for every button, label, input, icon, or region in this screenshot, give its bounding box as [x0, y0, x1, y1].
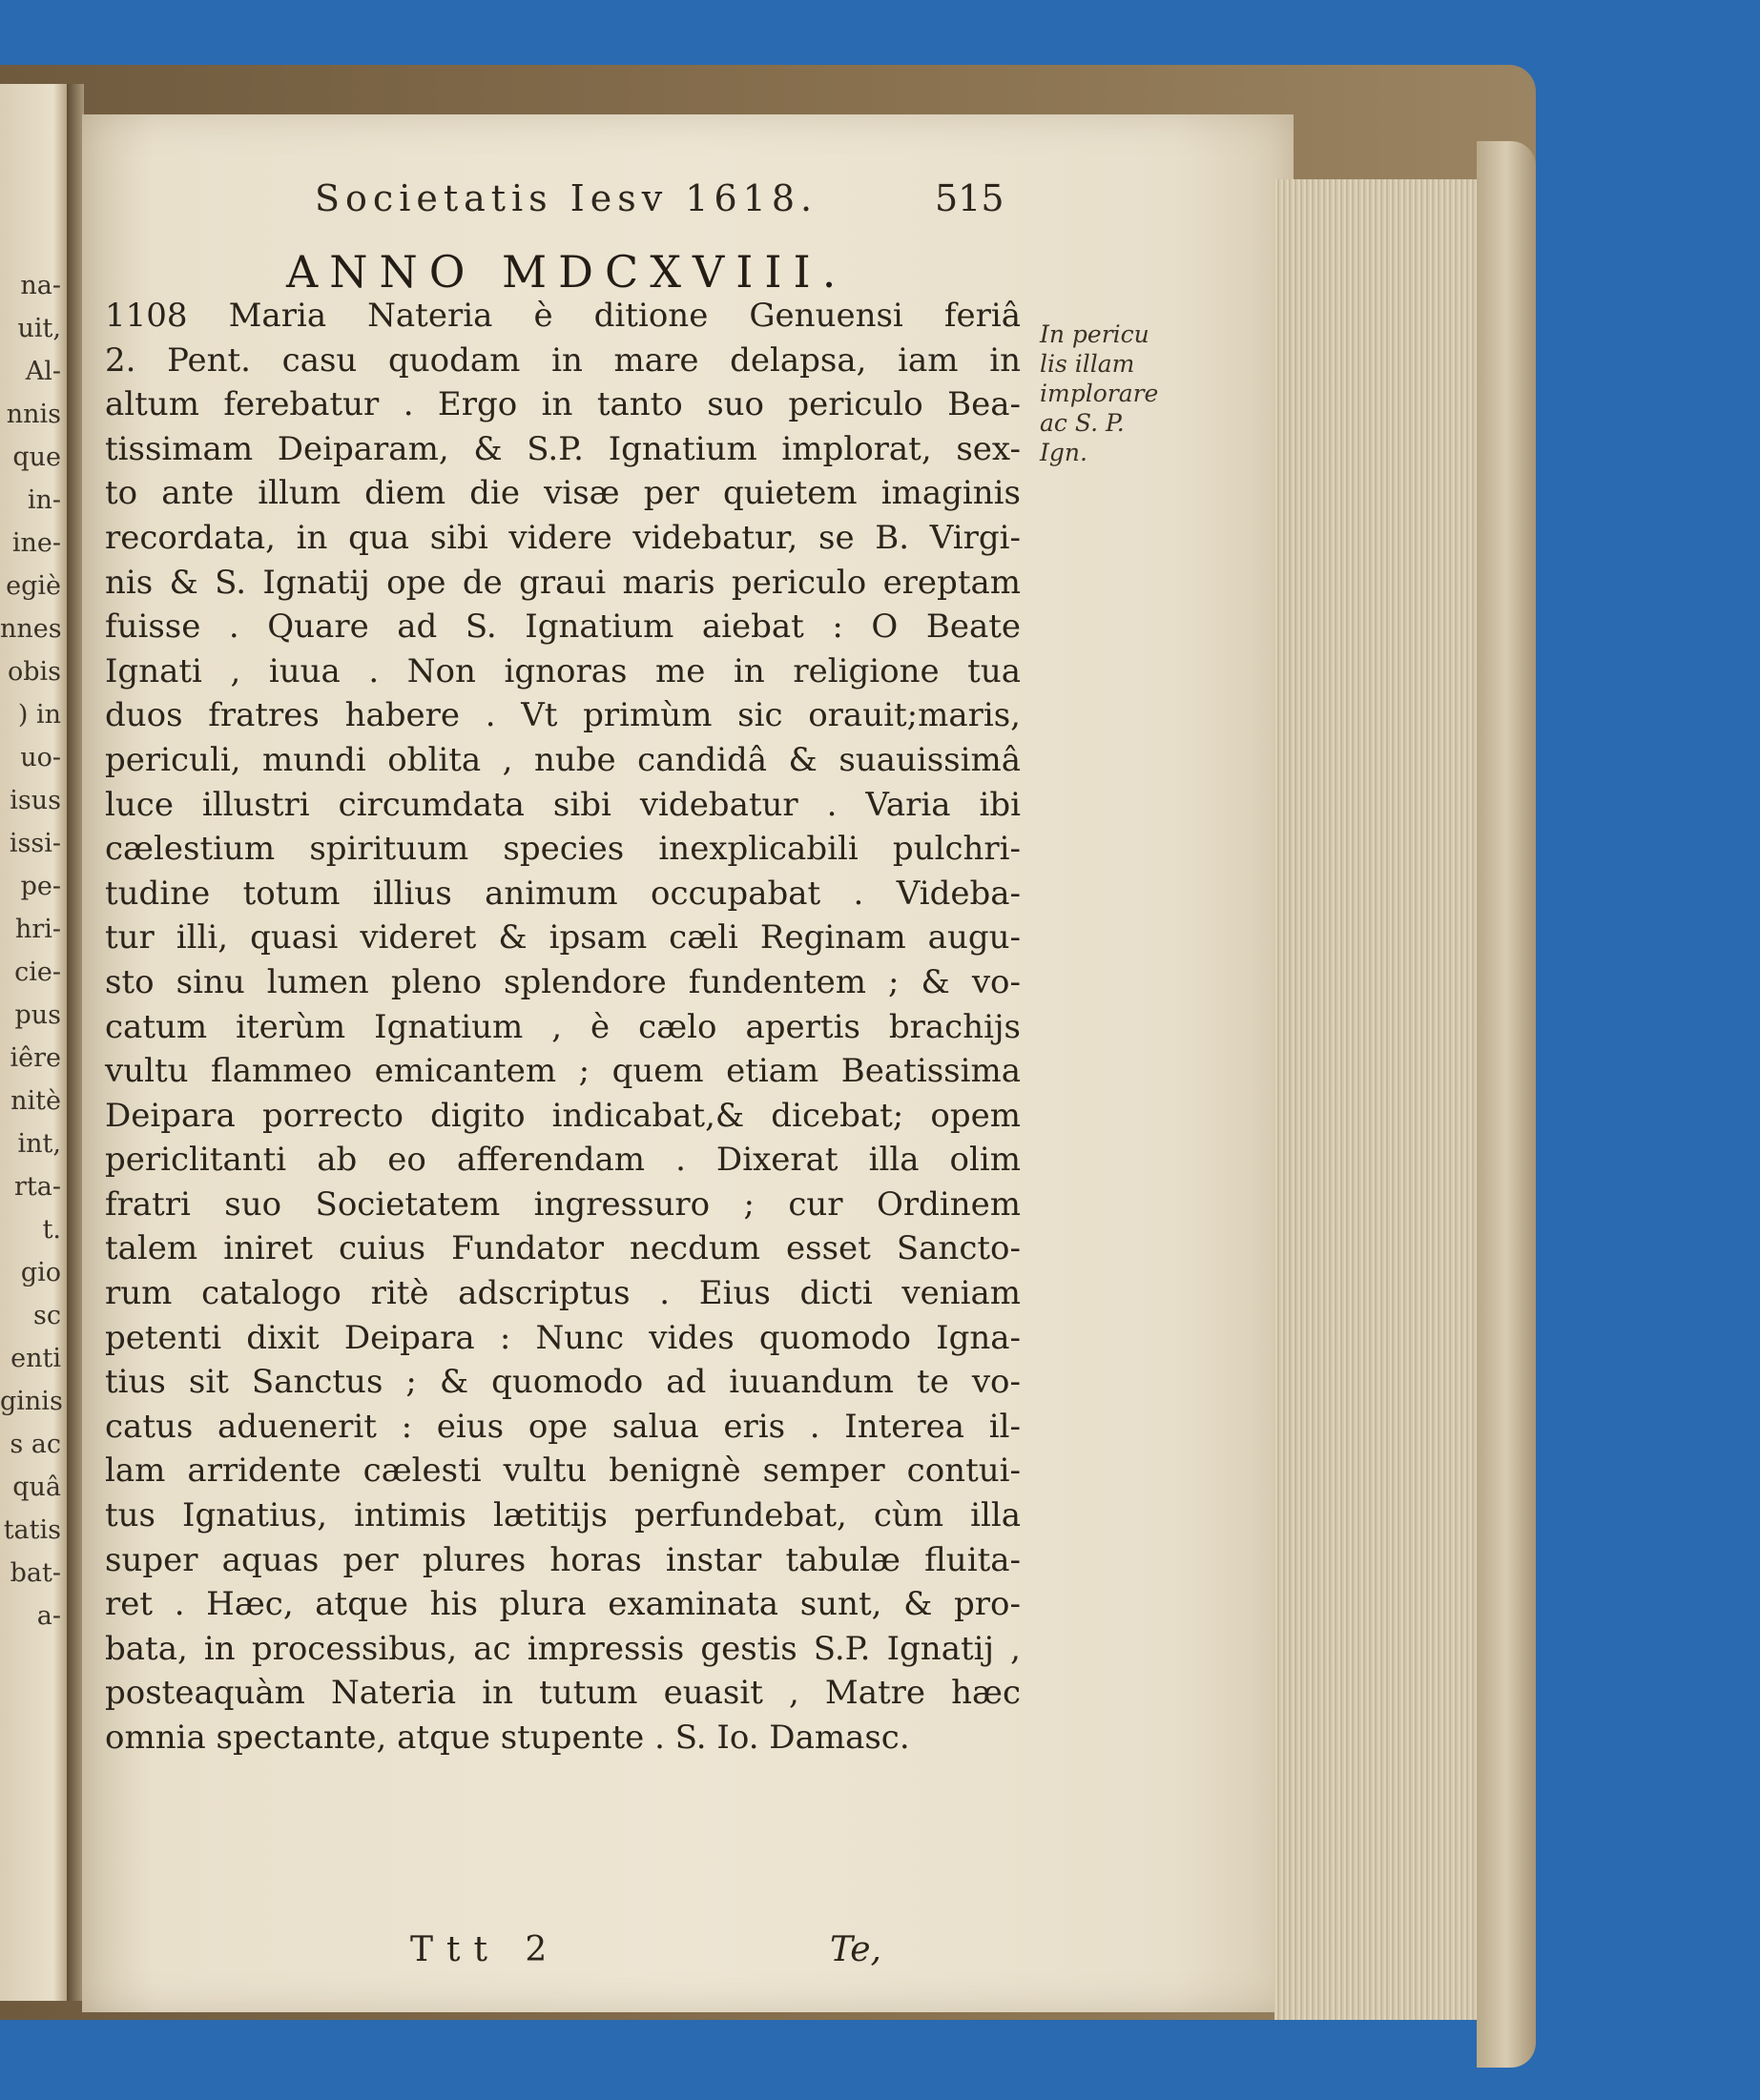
text-line: posteaquàm Nateria in tutum euasit , Matre hæc	[105, 1674, 1021, 1713]
text-line: rum catalogo ritè adscriptus . Eius dicti veniam	[105, 1274, 1021, 1313]
margin-note-line: implorare	[1040, 380, 1159, 407]
margin-note-line: ac S. P.	[1040, 409, 1125, 437]
facing-page-fragment: rta-	[14, 1172, 61, 1202]
cover-edge	[1477, 141, 1536, 2068]
text-line: tur illi, quasi videret & ipsam cæli Reginam augu-	[105, 918, 1021, 957]
facing-page-fragment: bat-	[10, 1558, 61, 1588]
facing-page-fragment: gio	[20, 1258, 61, 1287]
text-line: fratri suo Societatem ingressuro ; cur Ordinem	[105, 1184, 1021, 1224]
text-line: catus aduenerit : eius ope salua eris . Interea il-	[105, 1407, 1021, 1446]
facing-page-fragment: egiè	[6, 571, 61, 601]
facing-page-fragment: ) in	[17, 700, 61, 730]
facing-page-fragment: nnes	[0, 614, 62, 644]
signature-mark: Ttt 2	[410, 1930, 561, 1969]
facing-page-fragment: nnis	[6, 400, 61, 429]
facing-page-fragment: uo-	[20, 743, 61, 772]
running-head: Societatis Iesv 1618.	[315, 177, 818, 219]
page-edges	[1274, 179, 1484, 2020]
text-line: petenti dixit Deipara : Nunc vides quomodo Igna-	[105, 1318, 1021, 1357]
text-line: ret . Hæc, atque his plura examinata sunt, & pro-	[105, 1585, 1021, 1624]
margin-note-line: In pericu	[1040, 320, 1149, 348]
text-line: Deipara porrecto digito indicabat,& dicebat; opem	[105, 1096, 1021, 1135]
text-line: periculi, mundi oblita , nube candidâ & suauissimâ	[105, 740, 1021, 779]
text-line: to ante illum diem die visæ per quietem imaginis	[105, 474, 1021, 513]
facing-page-fragment: sc	[33, 1301, 61, 1330]
facing-page-fragment: hri-	[14, 915, 61, 944]
facing-page-fragment: isus	[10, 786, 61, 815]
facing-page-fragment: uit,	[17, 314, 61, 343]
year-title: ANNO MDCXVIII.	[286, 246, 848, 298]
facing-page-fragment: iêre	[10, 1043, 61, 1073]
text-line: Ignati , iuua . Non ignoras me in religione tua	[105, 651, 1021, 690]
facing-page-fragment: ginis	[0, 1387, 63, 1416]
facing-page-fragment: issi-	[9, 829, 61, 858]
margin-note-line: lis illam	[1040, 350, 1135, 378]
text-line: vultu flammeo emicantem ; quem etiam Beatissima	[105, 1052, 1021, 1091]
margin-note	[1040, 319, 1211, 467]
facing-page-fragment: tatis	[3, 1515, 61, 1545]
text-line: bata, in processibus, ac impressis gestis S.P. Ignatij ,	[105, 1629, 1021, 1668]
facing-page-fragment: pus	[14, 1000, 61, 1030]
text-line: cælestium spirituum species inexplicabili pulchri-	[105, 830, 1021, 869]
text-line: catum iterùm Ignatium , è cælo apertis brachijs	[105, 1007, 1021, 1046]
text-line: talem iniret cuius Fundator necdum esset Sancto-	[105, 1229, 1021, 1268]
text-line: luce illustri circumdata sibi videbatur . Varia ibi	[105, 785, 1021, 824]
page-number: 515	[935, 177, 1004, 219]
facing-page-fragment: a-	[36, 1601, 61, 1631]
text-line: 1108 Maria Nateria è ditione Genuensi feriâ	[105, 297, 1021, 335]
facing-page-fragment: que	[12, 443, 61, 472]
facing-page	[0, 84, 67, 2001]
text-line: periclitanti ab eo afferendam . Dixerat illa olim	[105, 1141, 1021, 1180]
text-line: fuisse . Quare ad S. Ignatium aiebat : O Beate	[105, 607, 1021, 647]
facing-page-fragment: quâ	[12, 1472, 61, 1502]
facing-page-fragment: pe-	[20, 872, 61, 901]
facing-page-fragment: enti	[10, 1344, 61, 1373]
facing-page-fragment: in-	[27, 485, 61, 515]
facing-page-fragment: s ac	[10, 1430, 61, 1459]
catchword: Te,	[830, 1930, 881, 1969]
text-line: sto sinu lumen pleno splendore fundentem ; & vo-	[105, 962, 1021, 1001]
facing-page-fragment: Al-	[25, 357, 61, 386]
facing-page-fragment: na-	[20, 271, 61, 300]
text-line: tissimam Deiparam, & S.P. Ignatium implorat, sex-	[105, 429, 1021, 468]
text-line: tudine totum illius animum occupabat . Videba-	[105, 874, 1021, 913]
body-text	[105, 294, 1021, 1760]
facing-page-fragment: ine-	[11, 528, 61, 558]
facing-page-fragment: t.	[42, 1215, 61, 1245]
text-line: duos fratres habere . Vt primùm sic orauit;maris,	[105, 696, 1021, 735]
margin-note-line: Ign.	[1040, 439, 1087, 466]
text-line: recordata, in qua sibi videre videbatur, se B. Virgi-	[105, 518, 1021, 557]
text-line: altum ferebatur . Ergo in tanto suo periculo Bea-	[105, 385, 1021, 424]
facing-page-fragment: cie-	[14, 957, 61, 987]
text-line: tius sit Sanctus ; & quomodo ad iuuandum te vo-	[105, 1363, 1021, 1402]
text-line: nis & S. Ignatij ope de graui maris periculo ereptam	[105, 563, 1021, 602]
text-line: tus Ignatius, intimis lætitijs perfundebat, cùm illa	[105, 1496, 1021, 1535]
text-line: super aquas per plures horas instar tabulæ fluita-	[105, 1540, 1021, 1579]
facing-page-fragment: int,	[17, 1129, 61, 1159]
text-line: 2. Pent. casu quodam in mare delapsa, iam in	[105, 340, 1021, 380]
facing-page-fragment: nitè	[10, 1086, 61, 1116]
text-line: omnia spectante, atque stupente . S. Io. Damasc.	[105, 1719, 910, 1757]
facing-page-fragment: obis	[7, 657, 61, 687]
text-line: lam arridente cælesti vultu benignè semper contui-	[105, 1451, 1021, 1491]
